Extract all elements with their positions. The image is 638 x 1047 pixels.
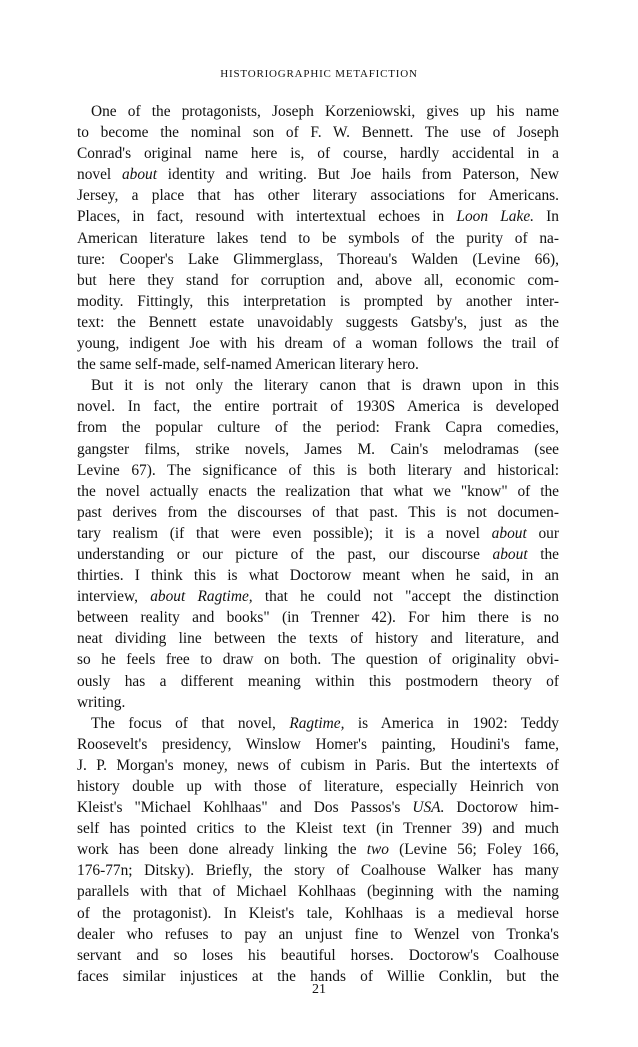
text-line: faces similar injustices at the hands of Willie Conklin, but the bbox=[77, 967, 559, 985]
text-line: dealer who refuses to pay an unjust fine to Wenzel von Tronka's bbox=[77, 925, 559, 943]
text-line: American literature lakes tend to be symbols of the purity of na- bbox=[77, 229, 559, 247]
text-line: One of the protagonists, Joseph Korzeniowski, gives up his name bbox=[91, 103, 559, 120]
text-line: young, indigent Joe with his dream of a woman follows the trail of bbox=[77, 335, 559, 353]
text-line: of the protagonist). In Kleist's tale, Kohlhaas is a medieval horse bbox=[77, 904, 559, 922]
text-line: Places, in fact, resound with intertextual echoes in Loon Lake. In bbox=[77, 208, 560, 226]
text-line: Jersey, a place that has other literary associations for Americans. bbox=[77, 187, 559, 205]
text-line: tary realism (if that were even possible); it is a novel about our bbox=[77, 524, 559, 542]
text-line: novel. In fact, the entire portrait of 1930S America is developed bbox=[77, 398, 559, 416]
text-line: the same self-made, self-named American literary hero. bbox=[77, 356, 419, 374]
body-text bbox=[77, 101, 559, 987]
text-line: modity. Fittingly, this interpretation is prompted by another inter- bbox=[77, 292, 559, 310]
text-line: interview, about Ragtime, that he could not "accept the distinction bbox=[77, 588, 559, 606]
text-line: work has been done already linking the two (Levine 56; Foley 166, bbox=[77, 841, 559, 859]
text-line: neat dividing line between the texts of history and literature, and bbox=[77, 630, 559, 648]
text-line: J. P. Morgan's money, news of cubism in Paris. But the intertexts of bbox=[77, 756, 559, 774]
text-line: ture: Cooper's Lake Glimmerglass, Thoreau's Walden (Levine 66), bbox=[77, 250, 559, 268]
text-line: servant and so loses his beautiful horses. Doctorow's Coalhouse bbox=[77, 946, 559, 964]
text-line: text: the Bennett estate unavoidably suggests Gatsby's, just as the bbox=[77, 313, 559, 331]
text-line: thirties. I think this is what Doctorow meant when he said, in an bbox=[77, 567, 559, 585]
text-line: from the popular culture of the period: Frank Capra comedies, bbox=[77, 419, 559, 437]
text-line: novel about identity and writing. But Joe hails from Paterson, New bbox=[77, 166, 559, 184]
text-line: Kleist's "Michael Kohlhaas" and Dos Passos's USA. Doctorow him- bbox=[77, 799, 559, 817]
text-line: 176-77n; Ditsky). Briefly, the story of Coalhouse Walker has many bbox=[77, 862, 559, 880]
text-line: writing. bbox=[77, 693, 126, 711]
page-number: 21 bbox=[312, 982, 326, 997]
text-line: parallels with that of Michael Kohlhaas (beginning with the naming bbox=[77, 883, 559, 901]
text-line: Levine 67). The significance of this is both literary and historical: bbox=[77, 461, 559, 479]
text-line: ously has a different meaning within this postmodern theory of bbox=[77, 672, 559, 690]
text-line: Conrad's original name here is, of course, hardly accidental in a bbox=[77, 145, 559, 163]
text-line: understanding or our picture of the past, our discourse about the bbox=[77, 545, 559, 563]
running-head: HISTORIOGRAPHIC METAFICTION bbox=[220, 68, 418, 80]
text-line: The focus of that novel, Ragtime, is America in 1902: Teddy bbox=[91, 714, 559, 732]
text-line: to become the nominal son of F. W. Bennett. The use of Joseph bbox=[77, 124, 559, 142]
text-line: Roosevelt's presidency, Winslow Homer's painting, Houdini's fame, bbox=[77, 735, 559, 753]
text-line: between reality and books" (in Trenner 42). For him there is no bbox=[77, 609, 559, 627]
text-line: so he feels free to draw on both. The question of originality obvi- bbox=[77, 651, 559, 669]
text-line: But it is not only the literary canon that is drawn upon in this bbox=[91, 377, 559, 395]
text-line: the novel actually enacts the realization that what we "know" of the bbox=[77, 482, 559, 500]
text-line: self has pointed critics to the Kleist text (in Trenner 39) and much bbox=[77, 820, 559, 838]
text-line: but here they stand for corruption and, above all, economic com- bbox=[77, 271, 559, 289]
text-line: past derives from the discourses of that past. This is not documen- bbox=[77, 503, 559, 521]
text-line: gangster films, strike novels, James M. Cain's melodramas (see bbox=[77, 440, 559, 458]
text-line: history double up with those of literature, especially Heinrich von bbox=[77, 778, 559, 795]
